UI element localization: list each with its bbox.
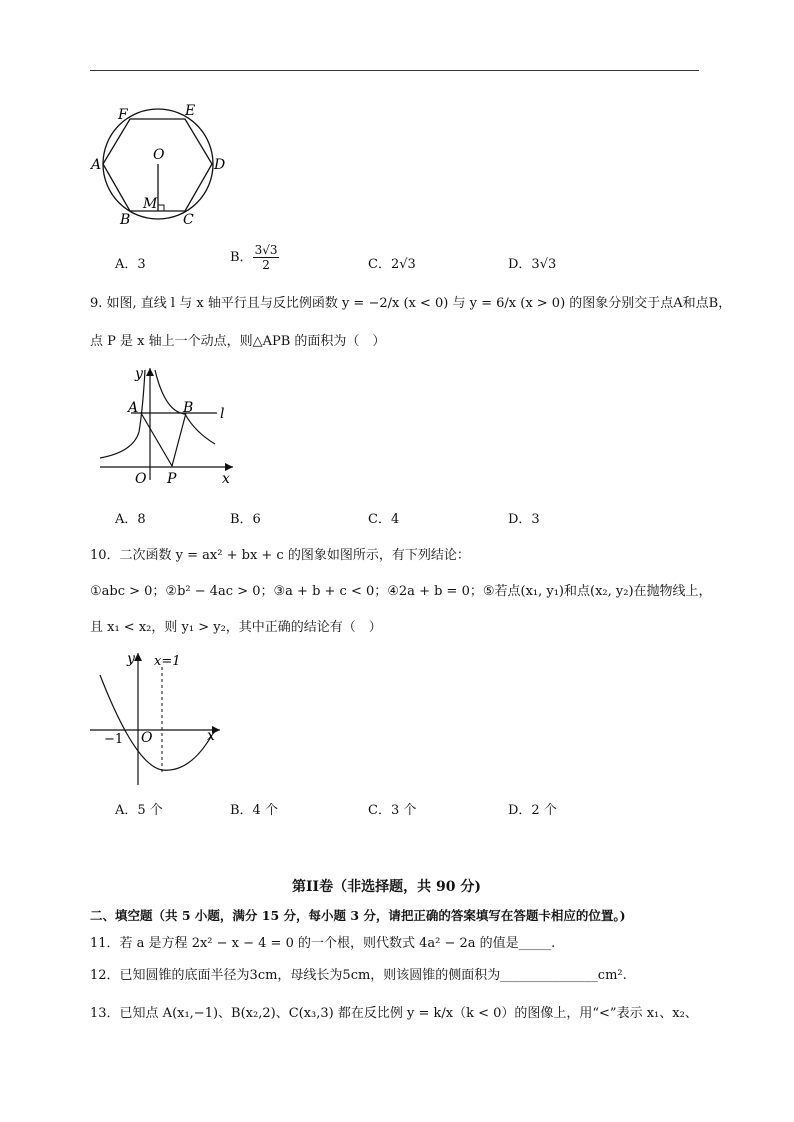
label-minus-1: −1 [104,732,124,747]
label-x: x [207,728,215,744]
label-O: O [135,471,147,487]
q9-text-line2: 点 P 是 x 轴上一个动点，则△APB 的面积为（ ） [90,334,386,349]
q8-option-a[interactable]: A．3 [115,257,146,272]
label-M: M [143,196,158,212]
label-E: E [185,103,196,119]
q10-option-b[interactable]: B．4 个 [230,803,278,818]
label-x: x [222,471,230,487]
q8-option-b-frac [253,243,280,272]
q12-text: 12．已知圆锥的底面半径为3cm，母线长为5cm，则该圆锥的侧面积为_______________cm². [90,968,627,983]
q9-option-d[interactable]: D．3 [508,512,540,527]
q8-option-d[interactable]: D．3√3 [508,257,557,272]
q8-option-b-prefix: B． [230,250,253,265]
label-O: O [141,730,153,746]
q9-option-c[interactable]: C．4 [368,512,400,527]
q10-option-a[interactable]: A．5 个 [115,803,163,818]
label-B: B [120,212,131,228]
q9-option-b[interactable]: B．6 [230,512,261,527]
label-D: D [214,157,226,173]
label-x-eq-1: x=1 [154,654,181,669]
q10-option-d[interactable]: D．2 个 [508,803,557,818]
label-P: P [167,471,177,487]
q10-text-line1: 10．二次函数 y = ax² + bx + c 的图象如图所示，有下列结论： [90,548,470,563]
label-l: l [220,406,225,422]
q8-option-c[interactable]: C．2√3 [368,257,416,272]
label-B: B [183,400,194,416]
label-A: A [128,400,139,416]
header-rule [90,70,699,71]
q11-text: 11．若 a 是方程 2x² − x − 4 = 0 的一个根，则代数式 4a² − 2a 的值是_____. [90,936,556,951]
frac-num: 3√3 [254,243,278,257]
q10-text-line3: 且 x₁ < x₂，则 y₁ > y₂，其中正确的结论有（ ） [90,620,382,635]
frac-den: 2 [262,258,270,272]
hexagon-circle-figure [88,98,238,228]
inverse-function-figure [95,362,245,487]
label-y: y [135,366,143,382]
label-F: F [118,107,128,123]
label-A: A [91,157,102,173]
part2-title: 第II卷（非选择题，共 90 分) [292,879,481,895]
part2-section-header: 二、填空题（共 5 小题，满分 15 分，每小题 3 分，请把正确的答案填写在答题卡相应的位置。) [90,908,626,923]
q10-text-line2: ①abc > 0；②b² − 4ac > 0；③a + b + c < 0；④2a + b = 0；⑤若点(x₁, y₁)和点(x₂, y₂)在抛物线上， [90,584,712,599]
label-O: O [153,147,165,163]
label-C: C [183,212,194,228]
q9-text-line1: 9. 如图, 直线 l 与 x 轴平行且与反比例函数 y = −2/x (x < 0) 与 y = 6/x (x > 0) 的图象分别交于点A和点B， [90,296,732,311]
q8-option-b[interactable] [230,243,279,272]
label-y: y [127,651,135,667]
q13-text: 13．已知点 A(x₁,−1)、B(x₂,2)、C(x₃,3) 都在反比例 y = k/x（k < 0）的图像上，用“<”表示 x₁、x₂、 [90,1006,698,1021]
q9-option-a[interactable]: A．8 [115,512,146,527]
q10-option-c[interactable]: C．3 个 [368,803,417,818]
parabola-figure [90,645,230,790]
